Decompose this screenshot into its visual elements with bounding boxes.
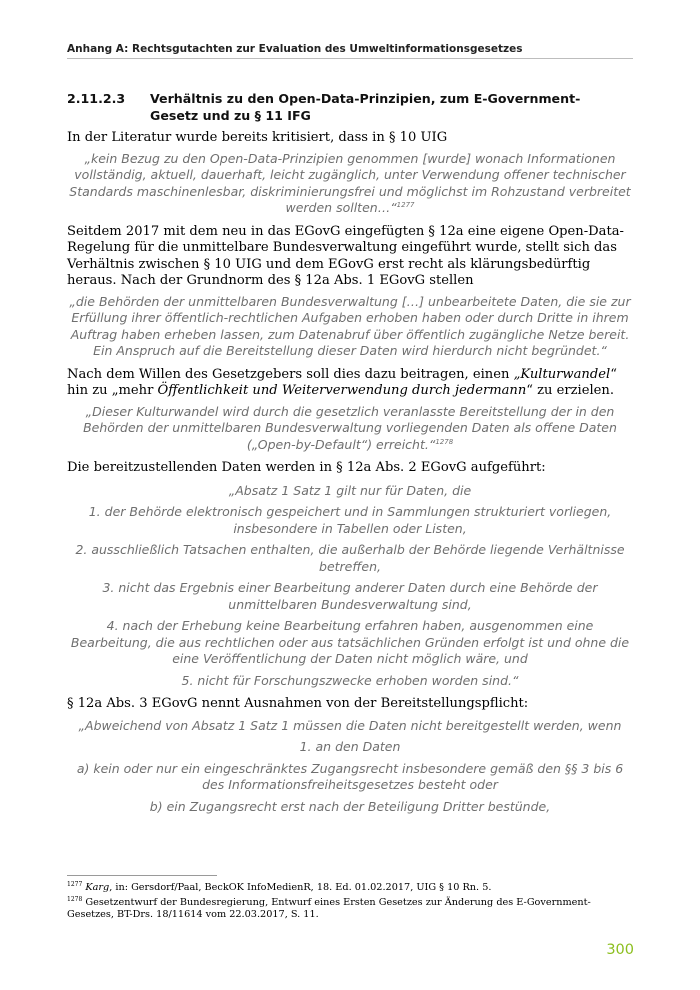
footnote-text: , in: Gersdorf/Paal, BeckOK InfoMedienR, 18. Ed. 01.02.2017, UIG § 10 Rn. 5. [109,882,492,893]
paragraph-3 [67,367,633,400]
page-header: Anhang A: Rechtsgutachten zur Evaluation des Umweltinformationsgesetzes [67,43,633,59]
quote-4-line-0: „Absatz 1 Satz 1 gilt nur für Daten, die [228,482,472,498]
quote-4-item-1: 1. der Behörde elektronisch gespeichert und in Sammlungen strukturiert vorliegen, insbesondere in Tabellen oder Listen, [88,504,612,536]
paragraph-3-oeffentlichkeit: Öffentlichkeit und Weiterverwendung durch jedermann [157,383,527,398]
footnote-text: Gesetzentwurf der Bundesregierung, Entwurf eines Ersten Gesetzes zur Änderung des E-Government-Gesetzes, BT-Drs. 18/11614 vom 22.03.2017, S. 11. [67,897,591,920]
paragraph-3-part-c: “ hin zu „mehr [67,366,617,398]
quote-5-item-1: 1. an den Daten [299,739,401,754]
footnotes [67,882,633,924]
footnote-ref-1277: 1277 [396,200,415,209]
paragraph-5: § 12a Abs. 3 EGovG nennt Ausnahmen von der Bereitstellungspflicht: [67,696,529,711]
paragraph-1: In der Literatur wurde bereits kritisiert, dass in § 10 UIG [67,130,448,145]
quote-4-item-5: 5. nicht für Forschungszwecke erhoben worden sind.“ [181,672,519,688]
quote-4-item-3: 3. nicht das Ergebnis einer Bearbeitung anderer Daten durch eine Behörde der unmittelbaren Bundesverwaltung sind, [102,580,598,612]
section-heading [67,90,633,124]
quote-1-text: „kein Bezug zu den Open-Data-Prinzipien genommen [wurde] wonach Informationen vollständig, aktuell, dauerhaft, leicht zugänglich, unter Verwendung offener technischer Standards maschinenlesbar, diskriminierungsfrei und möglichst im Rohzustand verbreitet werden sollten…“ [69,150,631,215]
paragraph-4: Die bereitzustellenden Daten werden in § 12a Abs. 2 EGovG aufgeführt: [67,460,546,475]
paragraph-3-kulturwandel: „Kulturwandel [513,366,611,382]
quote-5-item-b: b) ein Zugangsrecht erst nach der Beteiligung Dritter bestünde, [149,798,551,814]
paragraph-3-part-e: “ zu erzielen. [526,383,615,398]
footnote-1278 [67,897,633,921]
footnote-number: 1277 [67,880,83,888]
quote-4-item-4: 4. nach der Erhebung keine Bearbeitung erfahren haben, ausgenommen eine Bearbeitung, die aus rechtlichen oder aus tatsächlichen Gründen erfolgt ist und ohne die eine Veröffentlichung der Daten nicht möglich wäre, und [70,618,630,666]
quote-4-item-2: 2. ausschließlich Tatsachen enthalten, die außerhalb der Behörde liegende Verhältnisse betreffen, [75,542,625,574]
paragraph-3-part-a: Nach dem Willen des Gesetzgebers soll dies dazu beitragen, einen [67,366,514,382]
paragraph-2: Seitdem 2017 mit dem neu in das EGovG eingefügten § 12a eine eigene Open-Data-Regelung für die unmittelbare Bundesverwaltung eingeführt wurde, stellt sich das Verhältnis zwischen § 10 UIG und dem EGovG erst recht als klärungsbedürftig heraus. Nach der Grundnorm des § 12a Abs. 1 EGovG stellen [67,223,624,288]
section-number: 2.11.2.3 [67,91,126,106]
section-title-line2: Gesetz und zu § 11 IFG [150,108,311,123]
footnote-ref-1278: 1278 [435,437,454,446]
quote-5-item-a: a) kein oder nur ein eingeschränktes Zugangsrecht insbesondere gemäß den §§ 3 bis 6 des Informationsfreiheitsgesetzes besteht oder [76,760,624,792]
main-content [67,130,633,815]
quote-3-text: „Dieser Kulturwandel wird durch die gesetzlich veranlasste Bereitstellung der in den Behörden der unmittelbaren Bundesverwaltung vorliegenden Daten als offene Daten („Open-by-Default“) erreicht.“ [83,403,617,452]
footnote-1277 [67,882,633,894]
quote-1 [67,151,633,217]
footnote-number: 1278 [67,895,83,903]
quote-2: „die Behörden der unmittelbaren Bundesverwaltung […] unbearbeitete Daten, die sie zur Erfüllung ihrer öffentlich-rechtlichen Aufgaben erhoben haben oder durch Dritte in ihrem Auftrag haben erheben lassen, zum Datenabruf über öffentlich zugängliche Netze bereit. Ein Anspruch auf die Bereitstellung dieser Daten wird hierdurch nicht begründet.“ [69,293,631,358]
footnote-author: Karg [85,882,110,893]
page-number: 300 [606,942,634,958]
footnote-separator [67,875,217,876]
quote-3 [67,404,633,454]
quote-5-line-0: „Abweichend von Absatz 1 Satz 1 müssen die Daten nicht bereitgestellt werden, wenn [78,717,622,733]
section-title-line1: Verhältnis zu den Open-Data-Prinzipien, zum E-Government- [150,91,581,106]
